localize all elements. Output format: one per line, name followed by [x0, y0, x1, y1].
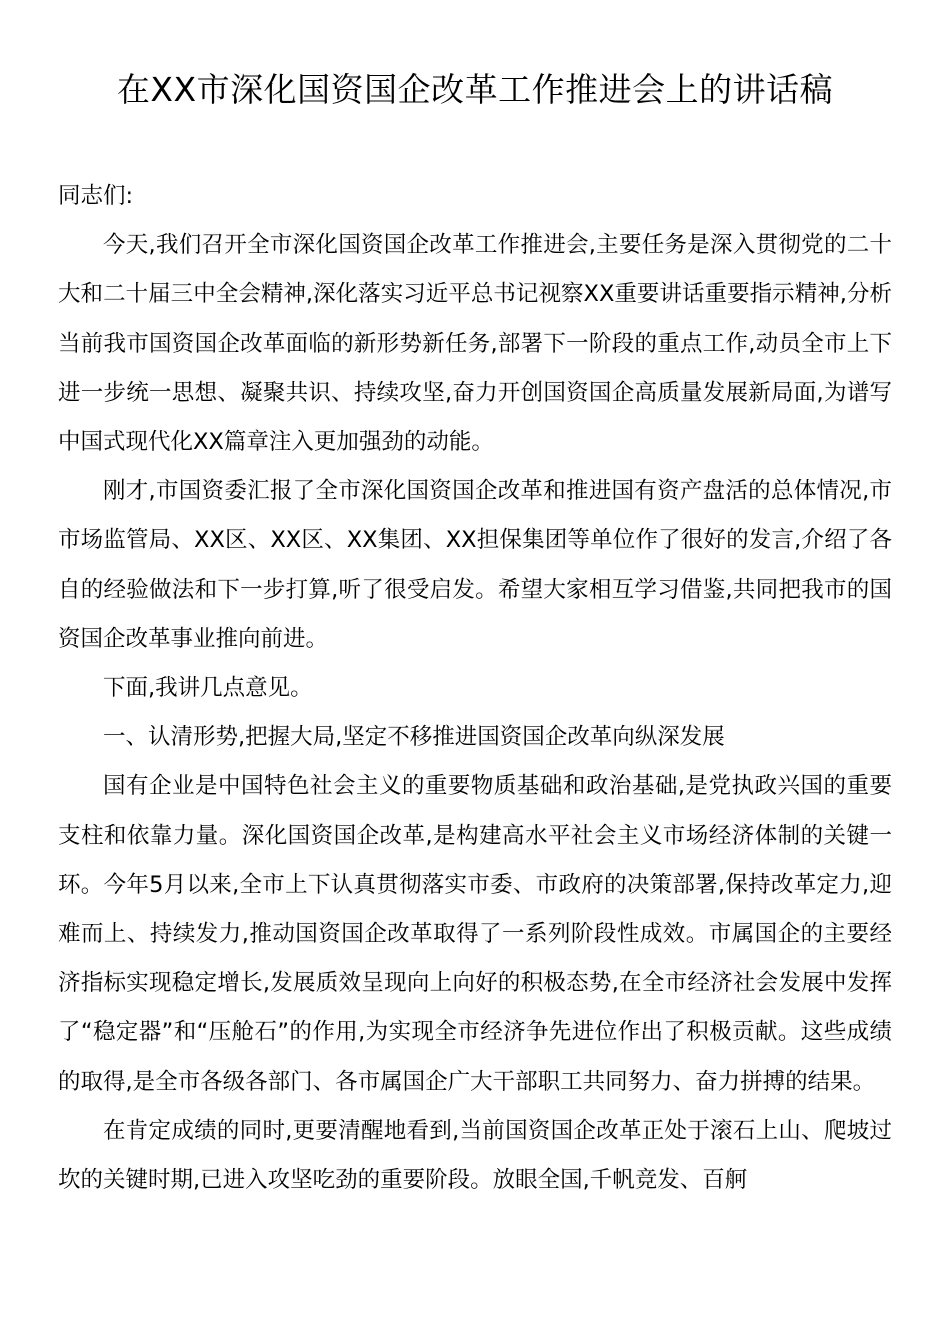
paragraph-achievements: 国有企业是中国特色社会主义的重要物质基础和政治基础,是党执政兴国的重要支柱和依靠力量。深化国资国企改革,是构建高水平社会主义市场经济体制的关键一环。今年5月以来,全市上下认真贯彻落实市委、市政府的决策部署,保持改革定力,迎难而上、持续发力,推动国资国企改革取得了一系列阶段性成效。市属国企的主要经济指标实现稳定增长,发展质效呈现向上向好的积极态势,在全市经济社会发展中发挥了“稳定器”和“压舱石”的作用,为实现全市经济争先进位作出了积极贡献。这些成绩的取得,是全市各级各部门、各市属国企广大干部职工共同努力、奋力拼搏的结果。 — [58, 773, 892, 1095]
section-heading-one: 一、认清形势,把握大局,坚定不移推进国资国企改革向纵深发展 — [103, 724, 725, 751]
paragraph-reports-review: 刚才,市国资委汇报了全市深化国资国企改革和推进国有资产盘活的总体情况,市市场监管局、XX区、XX区、XX集团、XX担保集团等单位作了很好的发言,介绍了各自的经验做法和下一步打算,听了很受启发。希望大家相互学习借鉴,共同把我市的国资国企改革事业推向前进。 — [58, 478, 892, 652]
paragraph-transition: 下面,我讲几点意见。 — [103, 675, 313, 702]
paragraph-challenges: 在肯定成绩的同时,更要清醒地看到,当前国资国企改革正处于滚石上山、爬坡过坎的关键时期,已进入攻坚吃劲的重要阶段。放眼全国,千帆竞发、百舸 — [58, 1117, 892, 1194]
salutation: 同志们: — [58, 183, 134, 209]
paragraph-opening: 今天,我们召开全市深化国资国企改革工作推进会,主要任务是深入贯彻党的二十大和二十届三中全会精神,深化落实习近平总书记视察XX重要讲话重要指示精神,分析当前我市国资国企改革面临的新形势新任务,部署下一阶段的重点工作,动员全市上下进一步统一思想、凝聚共识、持续攻坚,奋力开创国资国企高质量发展新局面,为谱写中国式现代化XX篇章注入更加强劲的动能。 — [58, 232, 892, 456]
document-title: 在XX市深化国资国企改革工作推进会上的讲话稿 — [116, 70, 834, 109]
document-body — [58, 172, 892, 1205]
